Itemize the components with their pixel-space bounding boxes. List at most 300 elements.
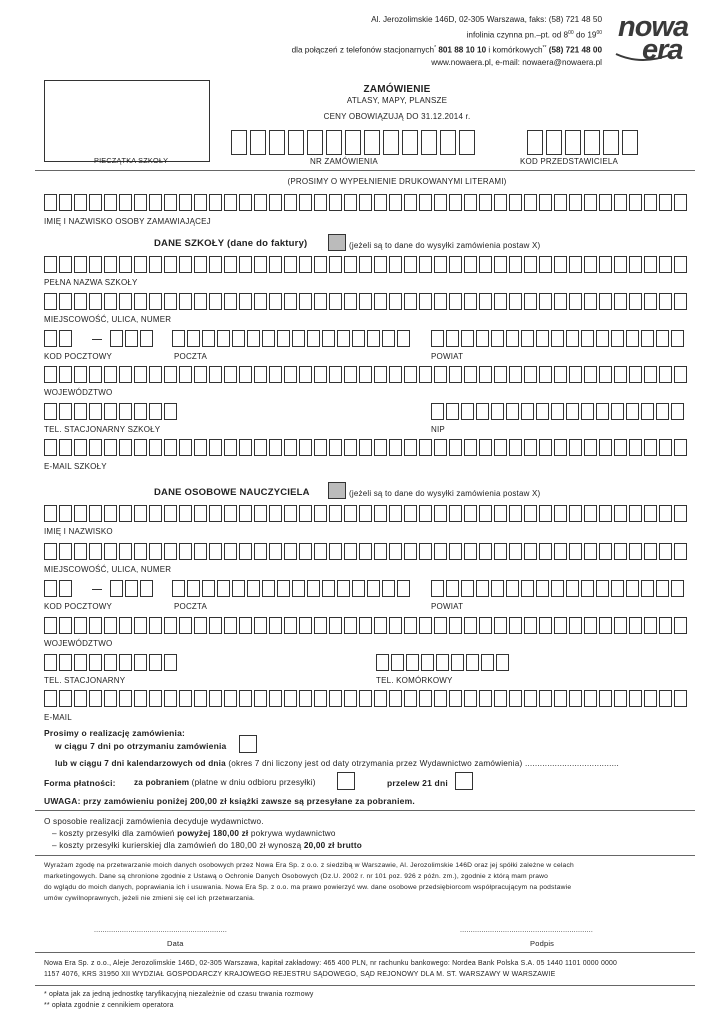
letter-cell[interactable]: [509, 194, 522, 211]
letter-cell[interactable]: [59, 256, 72, 273]
letter-cell[interactable]: [44, 293, 57, 310]
letter-cell[interactable]: [269, 505, 282, 522]
letter-cell[interactable]: [629, 293, 642, 310]
letter-cell[interactable]: [524, 256, 537, 273]
letter-cell[interactable]: [382, 580, 395, 597]
letter-cell[interactable]: [459, 130, 475, 155]
teacher-post-office-cells[interactable]: [172, 580, 412, 597]
letter-cell[interactable]: [566, 403, 579, 420]
letter-cell[interactable]: [292, 330, 305, 347]
letter-cell[interactable]: [89, 403, 102, 420]
letter-cell[interactable]: [277, 580, 290, 597]
letter-cell[interactable]: [179, 256, 192, 273]
letter-cell[interactable]: [231, 130, 247, 155]
letter-cell[interactable]: [451, 654, 464, 671]
letter-cell[interactable]: [614, 690, 627, 707]
letter-cell[interactable]: [119, 505, 132, 522]
letter-cell[interactable]: [119, 654, 132, 671]
letter-cell[interactable]: [659, 690, 672, 707]
teacher-email-cells[interactable]: [44, 690, 689, 707]
letter-cell[interactable]: [479, 256, 492, 273]
letter-cell[interactable]: [164, 654, 177, 671]
letter-cell[interactable]: [74, 403, 87, 420]
letter-cell[interactable]: [254, 293, 267, 310]
letter-cell[interactable]: [284, 439, 297, 456]
letter-cell[interactable]: [479, 505, 492, 522]
letter-cell[interactable]: [431, 330, 444, 347]
letter-cell[interactable]: [584, 617, 597, 634]
letter-cell[interactable]: [194, 293, 207, 310]
letter-cell[interactable]: [269, 256, 282, 273]
letter-cell[interactable]: [509, 366, 522, 383]
letter-cell[interactable]: [149, 543, 162, 560]
letter-cell[interactable]: [104, 439, 117, 456]
letter-cell[interactable]: [299, 256, 312, 273]
letter-cell[interactable]: [614, 505, 627, 522]
letter-cell[interactable]: [74, 505, 87, 522]
letter-cell[interactable]: [614, 439, 627, 456]
school-post-office-cells[interactable]: [172, 330, 412, 347]
letter-cell[interactable]: [269, 293, 282, 310]
letter-cell[interactable]: [644, 256, 657, 273]
letter-cell[interactable]: [344, 617, 357, 634]
letter-cell[interactable]: [299, 439, 312, 456]
letter-cell[interactable]: [479, 439, 492, 456]
letter-cell[interactable]: [89, 505, 102, 522]
letter-cell[interactable]: [299, 617, 312, 634]
letter-cell[interactable]: [344, 256, 357, 273]
letter-cell[interactable]: [359, 439, 372, 456]
letter-cell[interactable]: [446, 580, 459, 597]
letter-cell[interactable]: [466, 654, 479, 671]
letter-cell[interactable]: [565, 130, 581, 155]
letter-cell[interactable]: [104, 690, 117, 707]
letter-cell[interactable]: [404, 690, 417, 707]
letter-cell[interactable]: [419, 543, 432, 560]
school-voivodeship-cells[interactable]: [44, 366, 689, 383]
letter-cell[interactable]: [584, 543, 597, 560]
letter-cell[interactable]: [434, 293, 447, 310]
letter-cell[interactable]: [299, 543, 312, 560]
letter-cell[interactable]: [674, 256, 687, 273]
letter-cell[interactable]: [524, 690, 537, 707]
letter-cell[interactable]: [110, 580, 123, 597]
letter-cell[interactable]: [59, 580, 72, 597]
letter-cell[interactable]: [134, 543, 147, 560]
school-phone-cells[interactable]: [44, 403, 179, 420]
letter-cell[interactable]: [554, 617, 567, 634]
letter-cell[interactable]: [546, 130, 562, 155]
letter-cell[interactable]: [389, 256, 402, 273]
letter-cell[interactable]: [431, 403, 444, 420]
letter-cell[interactable]: [44, 617, 57, 634]
letter-cell[interactable]: [224, 505, 237, 522]
letter-cell[interactable]: [629, 505, 642, 522]
letter-cell[interactable]: [389, 293, 402, 310]
letter-cell[interactable]: [404, 543, 417, 560]
letter-cell[interactable]: [217, 580, 230, 597]
letter-cell[interactable]: [89, 194, 102, 211]
letter-cell[interactable]: [269, 617, 282, 634]
letter-cell[interactable]: [419, 439, 432, 456]
letter-cell[interactable]: [509, 543, 522, 560]
letter-cell[interactable]: [104, 256, 117, 273]
letter-cell[interactable]: [622, 130, 638, 155]
letter-cell[interactable]: [524, 543, 537, 560]
letter-cell[interactable]: [344, 690, 357, 707]
letter-cell[interactable]: [404, 293, 417, 310]
letter-cell[interactable]: [104, 403, 117, 420]
letter-cell[interactable]: [239, 366, 252, 383]
letter-cell[interactable]: [359, 293, 372, 310]
letter-cell[interactable]: [172, 330, 185, 347]
letter-cell[interactable]: [569, 366, 582, 383]
letter-cell[interactable]: [404, 194, 417, 211]
letter-cell[interactable]: [164, 505, 177, 522]
letter-cell[interactable]: [134, 194, 147, 211]
letter-cell[interactable]: [494, 293, 507, 310]
letter-cell[interactable]: [374, 194, 387, 211]
letter-cell[interactable]: [479, 293, 492, 310]
letter-cell[interactable]: [554, 194, 567, 211]
letter-cell[interactable]: [44, 256, 57, 273]
letter-cell[interactable]: [566, 580, 579, 597]
letter-cell[interactable]: [404, 256, 417, 273]
letter-cell[interactable]: [449, 366, 462, 383]
letter-cell[interactable]: [224, 617, 237, 634]
letter-cell[interactable]: [89, 293, 102, 310]
letter-cell[interactable]: [344, 543, 357, 560]
letter-cell[interactable]: [554, 366, 567, 383]
letter-cell[interactable]: [119, 439, 132, 456]
letter-cell[interactable]: [481, 654, 494, 671]
letter-cell[interactable]: [179, 617, 192, 634]
letter-cell[interactable]: [194, 194, 207, 211]
letter-cell[interactable]: [464, 194, 477, 211]
letter-cell[interactable]: [329, 505, 342, 522]
letter-cell[interactable]: [194, 256, 207, 273]
letter-cell[interactable]: [164, 543, 177, 560]
letter-cell[interactable]: [284, 256, 297, 273]
letter-cell[interactable]: [506, 580, 519, 597]
letter-cell[interactable]: [119, 256, 132, 273]
letter-cell[interactable]: [314, 194, 327, 211]
letter-cell[interactable]: [74, 543, 87, 560]
letter-cell[interactable]: [464, 690, 477, 707]
letter-cell[interactable]: [359, 194, 372, 211]
letter-cell[interactable]: [224, 439, 237, 456]
letter-cell[interactable]: [194, 690, 207, 707]
letter-cell[interactable]: [179, 194, 192, 211]
letter-cell[interactable]: [44, 543, 57, 560]
letter-cell[interactable]: [419, 690, 432, 707]
letter-cell[interactable]: [382, 330, 395, 347]
letter-cell[interactable]: [383, 130, 399, 155]
letter-cell[interactable]: [509, 617, 522, 634]
letter-cell[interactable]: [391, 654, 404, 671]
letter-cell[interactable]: [254, 439, 267, 456]
letter-cell[interactable]: [104, 366, 117, 383]
letter-cell[interactable]: [581, 403, 594, 420]
letter-cell[interactable]: [659, 617, 672, 634]
letter-cell[interactable]: [614, 194, 627, 211]
letter-cell[interactable]: [149, 690, 162, 707]
letter-cell[interactable]: [494, 439, 507, 456]
letter-cell[interactable]: [521, 403, 534, 420]
letter-cell[interactable]: [74, 617, 87, 634]
letter-cell[interactable]: [44, 194, 57, 211]
letter-cell[interactable]: [187, 330, 200, 347]
letter-cell[interactable]: [374, 617, 387, 634]
letter-cell[interactable]: [314, 439, 327, 456]
letter-cell[interactable]: [494, 543, 507, 560]
letter-cell[interactable]: [164, 439, 177, 456]
school-address-cells[interactable]: [44, 293, 689, 310]
letter-cell[interactable]: [89, 690, 102, 707]
letter-cell[interactable]: [374, 366, 387, 383]
letter-cell[interactable]: [584, 130, 600, 155]
teacher-county-cells[interactable]: [431, 580, 686, 597]
letter-cell[interactable]: [367, 580, 380, 597]
letter-cell[interactable]: [299, 690, 312, 707]
letter-cell[interactable]: [524, 194, 537, 211]
signature-field[interactable]: ..............................................................: [460, 927, 593, 934]
letter-cell[interactable]: [584, 439, 597, 456]
date-field[interactable]: ..............................................................: [94, 927, 227, 934]
letter-cell[interactable]: [539, 194, 552, 211]
letter-cell[interactable]: [584, 366, 597, 383]
letter-cell[interactable]: [194, 366, 207, 383]
letter-cell[interactable]: [172, 580, 185, 597]
letter-cell[interactable]: [464, 256, 477, 273]
letter-cell[interactable]: [262, 330, 275, 347]
letter-cell[interactable]: [674, 439, 687, 456]
letter-cell[interactable]: [659, 194, 672, 211]
letter-cell[interactable]: [239, 256, 252, 273]
teacher-name-cells[interactable]: [44, 505, 689, 522]
letter-cell[interactable]: [179, 293, 192, 310]
letter-cell[interactable]: [299, 366, 312, 383]
letter-cell[interactable]: [596, 403, 609, 420]
letter-cell[interactable]: [329, 366, 342, 383]
letter-cell[interactable]: [134, 439, 147, 456]
letter-cell[interactable]: [104, 505, 117, 522]
letter-cell[interactable]: [419, 194, 432, 211]
letter-cell[interactable]: [566, 330, 579, 347]
letter-cell[interactable]: [509, 439, 522, 456]
letter-cell[interactable]: [254, 543, 267, 560]
letter-cell[interactable]: [524, 293, 537, 310]
letter-cell[interactable]: [59, 194, 72, 211]
letter-cell[interactable]: [59, 439, 72, 456]
letter-cell[interactable]: [329, 543, 342, 560]
school-full-name-cells[interactable]: [44, 256, 689, 273]
letter-cell[interactable]: [307, 580, 320, 597]
letter-cell[interactable]: [389, 194, 402, 211]
letter-cell[interactable]: [134, 654, 147, 671]
letter-cell[interactable]: [104, 543, 117, 560]
letter-cell[interactable]: [284, 543, 297, 560]
letter-cell[interactable]: [584, 690, 597, 707]
letter-cell[interactable]: [224, 366, 237, 383]
letter-cell[interactable]: [389, 439, 402, 456]
letter-cell[interactable]: [596, 330, 609, 347]
letter-cell[interactable]: [431, 580, 444, 597]
letter-cell[interactable]: [254, 366, 267, 383]
letter-cell[interactable]: [659, 293, 672, 310]
letter-cell[interactable]: [656, 403, 669, 420]
letter-cell[interactable]: [44, 654, 57, 671]
letter-cell[interactable]: [569, 194, 582, 211]
letter-cell[interactable]: [614, 293, 627, 310]
letter-cell[interactable]: [629, 366, 642, 383]
letter-cell[interactable]: [209, 690, 222, 707]
letter-cell[interactable]: [494, 505, 507, 522]
letter-cell[interactable]: [59, 617, 72, 634]
letter-cell[interactable]: [44, 580, 57, 597]
letter-cell[interactable]: [461, 580, 474, 597]
letter-cell[interactable]: [239, 617, 252, 634]
letter-cell[interactable]: [644, 439, 657, 456]
letter-cell[interactable]: [284, 505, 297, 522]
letter-cell[interactable]: [239, 690, 252, 707]
letter-cell[interactable]: [119, 293, 132, 310]
letter-cell[interactable]: [449, 543, 462, 560]
letter-cell[interactable]: [599, 293, 612, 310]
letter-cell[interactable]: [449, 194, 462, 211]
letter-cell[interactable]: [629, 439, 642, 456]
letter-cell[interactable]: [434, 194, 447, 211]
letter-cell[interactable]: [44, 366, 57, 383]
letter-cell[interactable]: [449, 690, 462, 707]
letter-cell[interactable]: [527, 130, 543, 155]
letter-cell[interactable]: [389, 690, 402, 707]
letter-cell[interactable]: [217, 330, 230, 347]
letter-cell[interactable]: [374, 690, 387, 707]
letter-cell[interactable]: [194, 617, 207, 634]
letter-cell[interactable]: [329, 256, 342, 273]
letter-cell[interactable]: [569, 439, 582, 456]
letter-cell[interactable]: [269, 194, 282, 211]
letter-cell[interactable]: [464, 617, 477, 634]
letter-cell[interactable]: [629, 690, 642, 707]
letter-cell[interactable]: [494, 617, 507, 634]
letter-cell[interactable]: [209, 505, 222, 522]
letter-cell[interactable]: [164, 194, 177, 211]
letter-cell[interactable]: [629, 543, 642, 560]
letter-cell[interactable]: [326, 130, 342, 155]
letter-cell[interactable]: [254, 256, 267, 273]
letter-cell[interactable]: [659, 505, 672, 522]
letter-cell[interactable]: [149, 617, 162, 634]
letter-cell[interactable]: [359, 366, 372, 383]
letter-cell[interactable]: [404, 617, 417, 634]
letter-cell[interactable]: [491, 330, 504, 347]
letter-cell[interactable]: [59, 505, 72, 522]
letter-cell[interactable]: [536, 580, 549, 597]
letter-cell[interactable]: [314, 543, 327, 560]
letter-cell[interactable]: [506, 403, 519, 420]
letter-cell[interactable]: [179, 543, 192, 560]
letter-cell[interactable]: [536, 403, 549, 420]
letter-cell[interactable]: [254, 194, 267, 211]
letter-cell[interactable]: [551, 580, 564, 597]
letter-cell[interactable]: [44, 330, 57, 347]
school-shipping-checkbox[interactable]: [328, 234, 346, 251]
letter-cell[interactable]: [554, 505, 567, 522]
letter-cell[interactable]: [59, 690, 72, 707]
letter-cell[interactable]: [440, 130, 456, 155]
letter-cell[interactable]: [491, 403, 504, 420]
letter-cell[interactable]: [187, 580, 200, 597]
letter-cell[interactable]: [269, 439, 282, 456]
letter-cell[interactable]: [509, 293, 522, 310]
letter-cell[interactable]: [44, 690, 57, 707]
letter-cell[interactable]: [374, 293, 387, 310]
letter-cell[interactable]: [626, 330, 639, 347]
letter-cell[interactable]: [644, 366, 657, 383]
letter-cell[interactable]: [288, 130, 304, 155]
letter-cell[interactable]: [224, 690, 237, 707]
letter-cell[interactable]: [389, 366, 402, 383]
letter-cell[interactable]: [239, 194, 252, 211]
letter-cell[interactable]: [44, 403, 57, 420]
letter-cell[interactable]: [539, 293, 552, 310]
letter-cell[interactable]: [464, 505, 477, 522]
letter-cell[interactable]: [104, 293, 117, 310]
letter-cell[interactable]: [434, 690, 447, 707]
letter-cell[interactable]: [284, 366, 297, 383]
letter-cell[interactable]: [344, 366, 357, 383]
letter-cell[interactable]: [59, 293, 72, 310]
letter-cell[interactable]: [110, 330, 123, 347]
letter-cell[interactable]: [179, 439, 192, 456]
letter-cell[interactable]: [599, 194, 612, 211]
letter-cell[interactable]: [554, 543, 567, 560]
letter-cell[interactable]: [250, 130, 266, 155]
letter-cell[interactable]: [524, 505, 537, 522]
letter-cell[interactable]: [554, 256, 567, 273]
letter-cell[interactable]: [434, 543, 447, 560]
letter-cell[interactable]: [254, 690, 267, 707]
letter-cell[interactable]: [344, 505, 357, 522]
letter-cell[interactable]: [104, 654, 117, 671]
letter-cell[interactable]: [554, 690, 567, 707]
letter-cell[interactable]: [359, 690, 372, 707]
letter-cell[interactable]: [164, 293, 177, 310]
letter-cell[interactable]: [149, 366, 162, 383]
letter-cell[interactable]: [269, 130, 285, 155]
letter-cell[interactable]: [404, 505, 417, 522]
letter-cell[interactable]: [614, 366, 627, 383]
letter-cell[interactable]: [539, 543, 552, 560]
letter-cell[interactable]: [629, 194, 642, 211]
letter-cell[interactable]: [329, 194, 342, 211]
letter-cell[interactable]: [539, 690, 552, 707]
letter-cell[interactable]: [419, 505, 432, 522]
letter-cell[interactable]: [599, 256, 612, 273]
letter-cell[interactable]: [344, 439, 357, 456]
letter-cell[interactable]: [434, 439, 447, 456]
teacher-mobile-cells[interactable]: [376, 654, 511, 671]
letter-cell[interactable]: [74, 654, 87, 671]
letter-cell[interactable]: [611, 330, 624, 347]
letter-cell[interactable]: [352, 330, 365, 347]
letter-cell[interactable]: [224, 194, 237, 211]
letter-cell[interactable]: [269, 366, 282, 383]
letter-cell[interactable]: [374, 505, 387, 522]
letter-cell[interactable]: [89, 366, 102, 383]
